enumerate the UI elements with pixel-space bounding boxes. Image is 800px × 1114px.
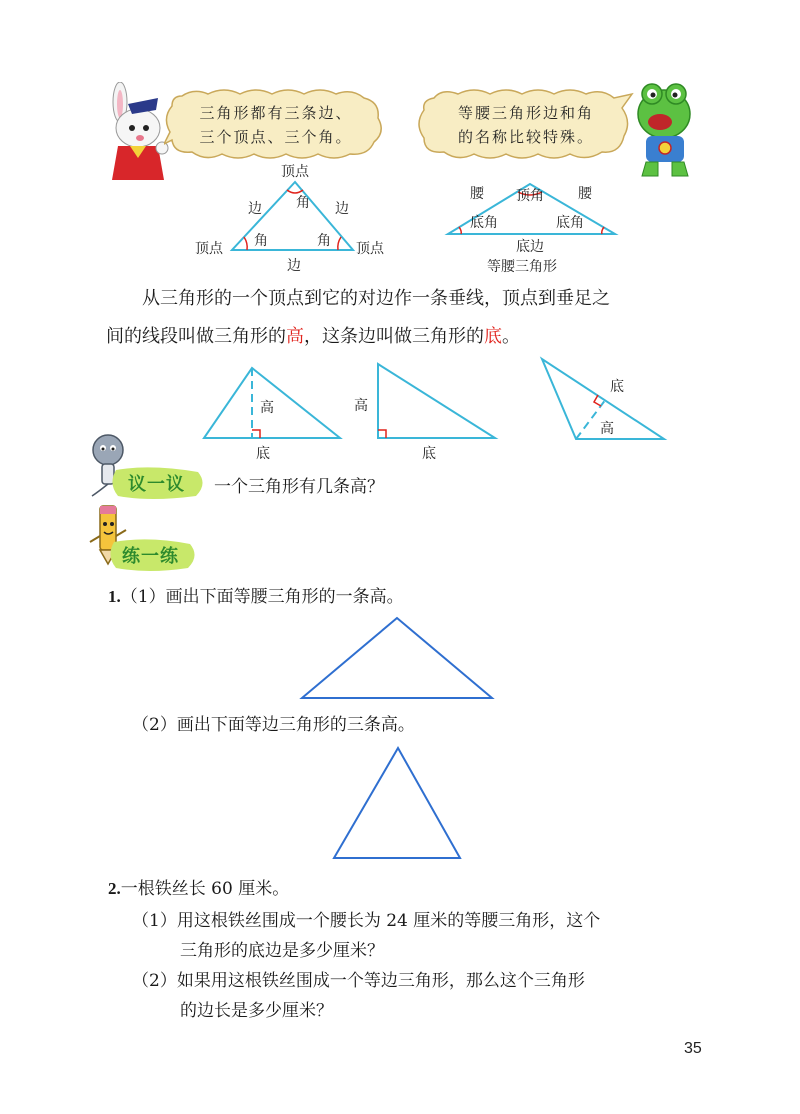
angle-mark-right — [338, 237, 341, 250]
label-isosceles-caption: 等腰三角形 — [487, 259, 557, 275]
right-bubble-line-2: 的名称比较特殊。 — [457, 128, 594, 146]
label-vertex-angle: 顶角 — [516, 188, 544, 204]
label-vertex-top: 顶点 — [281, 164, 309, 180]
right-angle-mark — [252, 430, 260, 438]
question-2-part-2-line-1: （2）如果用这根铁丝围成一个等边三角形，那么这个三角形 — [132, 971, 585, 991]
altitude-example-obtuse — [536, 355, 676, 445]
definition-line-1: 从三角形的一个顶点到它的对边作一条垂线，顶点到垂足之 — [142, 288, 610, 309]
right-angle-mark — [378, 430, 386, 438]
label-height: 高 — [260, 400, 274, 416]
definition-line-2: 间的线段叫做三角形的高，这条边叫做三角形的底。 — [106, 326, 520, 347]
question-1-part-1: 1.（1）画出下面等腰三角形的一条高。 — [108, 587, 404, 607]
angle-mark-base-right — [602, 227, 604, 234]
label-angle-right: 角 — [317, 233, 331, 249]
question-2-stem: 2.一根铁丝长 60 厘米。 — [108, 879, 290, 899]
equilateral-triangle-exercise — [330, 744, 466, 862]
term-height: 高 — [286, 326, 304, 347]
label-base-angle-right: 底角 — [556, 215, 584, 231]
label-edge-left: 边 — [248, 201, 262, 217]
label-edge-bottom: 边 — [287, 258, 301, 274]
isosceles-parts-diagram — [440, 170, 630, 280]
triangle-parts-diagram — [190, 158, 405, 278]
isosceles-triangle-exercise — [296, 614, 500, 704]
left-bubble-line-1: 三角形都有三条边、 — [199, 104, 353, 122]
label-base: 底 — [256, 446, 270, 462]
label-base: 底 — [610, 379, 624, 395]
label-base: 底 — [422, 446, 436, 462]
angle-mark-base-left — [459, 227, 461, 234]
question-1-part-2: （2）画出下面等边三角形的三条高。 — [132, 715, 415, 735]
page-number: 35 — [684, 1040, 702, 1057]
term-base: 底 — [484, 326, 502, 347]
discuss-title: 议一议 — [128, 474, 185, 495]
altitude-example-acute — [196, 360, 346, 464]
question-2-part-2-line-2: 的边长是多少厘米？ — [180, 1001, 333, 1021]
angle-mark-left — [244, 237, 247, 250]
label-vertex-left: 顶点 — [195, 241, 223, 257]
angle-mark-top — [287, 190, 303, 193]
label-base-angle-left: 底角 — [470, 215, 498, 231]
question-2-number: 2. — [108, 879, 121, 898]
label-edge-right: 边 — [335, 201, 349, 217]
frog-character — [632, 78, 698, 178]
right-bubble-line-1: 等腰三角形边和角 — [457, 104, 594, 122]
question-2-part-1-line-2: 三角形的底边是多少厘米？ — [180, 941, 384, 961]
altitude-example-right — [350, 360, 500, 464]
label-vertex-right: 顶点 — [356, 241, 384, 257]
label-angle-top: 角 — [296, 195, 310, 211]
rabbit-character — [100, 82, 172, 182]
label-leg-left: 腰 — [470, 186, 484, 202]
left-bubble-line-2: 三个顶点、三个角。 — [199, 128, 353, 146]
practice-title: 练一练 — [122, 546, 179, 567]
label-height: 高 — [600, 421, 614, 437]
discuss-question: 一个三角形有几条高？ — [214, 477, 384, 497]
question-1-number: 1. — [108, 587, 121, 606]
question-2-part-1-line-1: （1）用这根铁丝围成一个腰长为 24 厘米的等腰三角形，这个 — [132, 911, 601, 931]
definition-paragraph — [106, 280, 706, 356]
label-leg-right: 腰 — [578, 186, 592, 202]
label-base: 底边 — [516, 239, 544, 255]
label-height: 高 — [354, 398, 368, 414]
label-angle-left: 角 — [254, 233, 268, 249]
